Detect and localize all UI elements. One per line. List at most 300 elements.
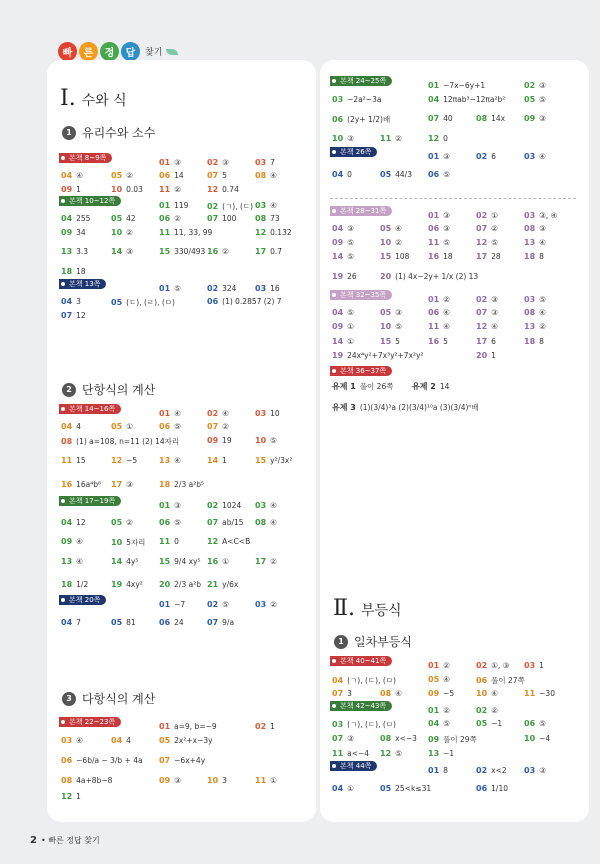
section-title: 단항식의 계산 (82, 383, 156, 397)
answer-text: 42 (126, 214, 136, 223)
header-subtitle: 찾기 (145, 48, 163, 58)
question-number: 06 (159, 422, 171, 431)
answer-text: 8 (443, 766, 448, 775)
answer-item (159, 618, 184, 627)
answer-item (61, 776, 112, 785)
answer-text: −1 (443, 749, 455, 758)
question-number: 15 (380, 337, 392, 346)
answer-text: 26 (347, 272, 357, 281)
answer-text: ③ (126, 480, 133, 489)
answer-text: 14 (439, 382, 450, 391)
section-heading (334, 633, 412, 650)
answer-text: 7 (76, 618, 81, 627)
question-number: 05 (476, 719, 488, 728)
answer-text: 108 (395, 252, 410, 261)
answer-item (524, 734, 550, 743)
question-number: 02 (207, 600, 219, 609)
answer-item (428, 170, 450, 179)
question-number: 05 (159, 736, 171, 745)
answer-text: ① (222, 557, 229, 566)
answer-text: ① (347, 784, 354, 793)
answer-item (159, 557, 200, 566)
answer-text: 24x⁴y²+7x³y²+7x²y² (347, 351, 424, 360)
question-number: 04 (111, 736, 123, 745)
page-tag: 본책 32~35쪽 (330, 290, 392, 300)
question-number: 10 (111, 228, 123, 237)
answer-text: ② (443, 295, 450, 304)
question-number: 01 (159, 284, 171, 293)
answer-text: ② (174, 214, 181, 223)
answer-item (111, 537, 145, 548)
answer-text: −6b/a − 3/b + 4a (76, 756, 143, 765)
answer-text: 15 (76, 456, 86, 465)
header-char-4: 답 (121, 42, 140, 61)
question-number: 05 (111, 618, 123, 627)
question-number: 05 (380, 784, 392, 793)
page-tag: 본책 22~23쪽 (59, 717, 121, 727)
answer-text: −1 (491, 719, 503, 728)
question-number: 07 (207, 214, 219, 223)
question-number: 01 (159, 158, 171, 167)
question-number: 01 (159, 409, 171, 418)
question-number: 12 (207, 185, 219, 194)
answer-item (61, 456, 86, 465)
question-number: 17 (255, 247, 267, 256)
question-number: 11 (159, 537, 171, 546)
question-number: 03 (255, 284, 267, 293)
question-number: 10 (332, 134, 344, 143)
page-tag: 본책 10~12쪽 (59, 196, 121, 206)
question-number: 04 (61, 214, 73, 223)
answer-text: ② (539, 322, 546, 331)
question-number: 01 (159, 600, 171, 609)
divider (330, 198, 576, 199)
question-number: 02 (207, 284, 219, 293)
question-number: 04 (61, 297, 73, 306)
question-number: 09 (207, 436, 219, 445)
answer-text: 1 (491, 351, 496, 360)
question-number: 12 (428, 134, 440, 143)
answer-item (159, 409, 181, 418)
question-number: 15 (159, 247, 171, 256)
answer-item (524, 689, 555, 698)
answer-item (332, 734, 354, 743)
answer-item (332, 337, 354, 346)
question-number: 12 (380, 749, 392, 758)
answer-text: ⑤ (539, 719, 546, 728)
answer-item (476, 114, 505, 123)
answer-item (412, 381, 449, 392)
question-number: 09 (61, 537, 73, 546)
answer-item (61, 480, 101, 489)
answer-text: 0.7̇ (270, 247, 283, 256)
answer-item (476, 661, 509, 670)
question-number: 04 (332, 170, 344, 179)
answer-item (255, 201, 277, 210)
answer-text: 330/493 (174, 247, 206, 256)
answer-item (524, 238, 546, 247)
answer-text: ③ (347, 134, 354, 143)
answer-item (61, 580, 88, 589)
answer-text: 18 (76, 267, 86, 276)
answer-item (332, 675, 396, 686)
answer-item (159, 501, 181, 510)
answer-text: 1 (270, 722, 275, 731)
answer-item (428, 114, 453, 123)
chapter-number: Ⅰ. (60, 86, 76, 111)
answer-text: ④ (174, 456, 181, 465)
answer-text: ② (174, 185, 181, 194)
question-number: 12 (207, 537, 219, 546)
answer-item (159, 422, 181, 431)
answer-item (207, 537, 250, 546)
answer-item (428, 734, 477, 745)
answer-item (159, 456, 181, 465)
answer-item (476, 238, 498, 247)
answer-text: 1/10 (491, 784, 508, 793)
answer-text: −30 (539, 689, 555, 698)
answer-item (159, 736, 213, 745)
question-number: 03 (255, 501, 267, 510)
question-number: 11 (61, 456, 73, 465)
question-number: 03 (61, 736, 73, 745)
answer-item (61, 185, 81, 194)
answer-item (207, 580, 238, 589)
question-number: 01 (428, 211, 440, 220)
answer-text: ⑤ (539, 95, 546, 104)
answer-item (380, 337, 400, 346)
answer-item (524, 661, 544, 670)
answer-text: ④ (539, 152, 546, 161)
answer-item (207, 501, 241, 510)
answer-text: ⑤ (443, 719, 450, 728)
question-number: 14 (332, 337, 344, 346)
answer-text: 0 (347, 170, 352, 179)
answer-text: ④ (491, 322, 498, 331)
question-number: 02 (476, 295, 488, 304)
answer-text: 25<k≤31 (395, 784, 432, 793)
answer-text: 6 (491, 152, 496, 161)
answer-text: ④ (539, 238, 546, 247)
answer-text: 3 (76, 297, 81, 306)
answer-text: ② (126, 171, 133, 180)
question-number: 11 (524, 689, 536, 698)
answer-item (332, 114, 390, 125)
answer-item (476, 719, 502, 728)
answer-text: ② (270, 557, 277, 566)
answer-item (159, 722, 217, 731)
question-number: 11 (428, 322, 440, 331)
answer-text: ④ (443, 322, 450, 331)
question-number: 04 (428, 719, 440, 728)
answer-item (61, 557, 83, 566)
answer-item (207, 456, 227, 465)
question-number: 04 (61, 518, 73, 527)
answer-item (61, 792, 81, 801)
answer-text: ④ (395, 689, 402, 698)
answer-item (524, 766, 546, 775)
answer-item (380, 252, 409, 261)
question-number: 04 (332, 308, 344, 317)
answer-text: 324 (222, 284, 237, 293)
answer-text: 5 (395, 337, 400, 346)
answer-item (61, 436, 179, 447)
answer-text: 3.3̇ (76, 247, 89, 256)
question-number: 06 (332, 115, 344, 124)
answer-item (61, 214, 90, 223)
section-title: 일차부등식 (354, 635, 412, 649)
answer-item (159, 518, 181, 527)
question-number: 02 (476, 152, 488, 161)
answer-item (111, 422, 133, 431)
answer-text: −2a²−3a (347, 95, 382, 104)
answer-text: 0.13̇2̇ (270, 228, 292, 237)
answer-item (111, 171, 133, 180)
answer-item (380, 784, 431, 793)
footer (30, 835, 100, 846)
answer-text: ② (126, 228, 133, 237)
answer-text: 8 (539, 337, 544, 346)
answer-text: ④ (270, 171, 277, 180)
question-number: 06 (428, 308, 440, 317)
answer-text: 14x (491, 114, 506, 123)
question-number: 03 (255, 158, 267, 167)
page-tag: 본책 14~16쪽 (59, 404, 121, 414)
answer-text: ② (491, 706, 498, 715)
answer-text: ⑤ (347, 252, 354, 261)
section-title: 유리수와 소수 (82, 126, 156, 140)
question-number: 09 (524, 114, 536, 123)
answer-item (428, 766, 448, 775)
answer-text: ③ (222, 158, 229, 167)
answer-text: 2/3 a²b⁵ (174, 480, 204, 489)
answer-item (255, 436, 277, 445)
answer-text: ② (126, 518, 133, 527)
answer-item (255, 456, 292, 465)
answer-text: a=9, b=−9 (174, 722, 217, 731)
answer-item (332, 134, 354, 143)
question-number: 16 (428, 337, 440, 346)
answer-text: ② (491, 224, 498, 233)
question-number: 06 (524, 719, 536, 728)
answer-item (428, 95, 505, 104)
question-number: 18 (524, 252, 536, 261)
answer-text: 12 (76, 518, 86, 527)
answer-item (476, 308, 498, 317)
answer-text: ② (395, 238, 402, 247)
question-number: 02 (207, 158, 219, 167)
question-number: 05 (380, 308, 392, 317)
answer-text: −6x+4y (174, 756, 206, 765)
answer-text: ⑤ (443, 238, 450, 247)
answer-item (476, 675, 525, 686)
answer-item (428, 81, 485, 90)
answer-item (524, 322, 546, 331)
answer-item (476, 295, 498, 304)
answer-item (255, 409, 280, 418)
question-number: 17 (255, 557, 267, 566)
answer-item (428, 224, 450, 233)
answer-text: ② (443, 661, 450, 670)
question-number: 08 (255, 214, 267, 223)
answer-item (428, 661, 450, 670)
answer-text: 100 (222, 214, 237, 223)
answer-text: 40 (443, 114, 453, 123)
answer-text: ③ (539, 81, 546, 90)
answer-item (524, 308, 546, 317)
answer-item (111, 480, 133, 489)
page-tag: 본책 24~25쪽 (330, 76, 392, 86)
question-number: 06 (61, 756, 73, 765)
question-number: 07 (332, 689, 344, 698)
answer-text: a<−4 (347, 749, 370, 758)
answer-item (428, 295, 450, 304)
question-number: 05 (428, 675, 440, 684)
answer-text: 34 (76, 228, 86, 237)
answer-item (111, 185, 143, 194)
answer-text: (ㄱ), (ㄷ), (ㅁ) (347, 720, 396, 729)
chapter-2-title (333, 596, 402, 621)
question-number: 15 (380, 252, 392, 261)
question-number: 10 (111, 538, 123, 547)
question-number: 18 (159, 480, 171, 489)
question-number: 02 (207, 409, 219, 418)
answer-text: 1 (76, 792, 81, 801)
section-number: 1 (334, 635, 348, 649)
answer-text: (1)(3/4)³a (2)(3/4)¹⁰a (3)(3/4)ⁿ배 (359, 403, 479, 412)
answer-item (476, 152, 496, 161)
question-number: 유제 3 (332, 403, 356, 412)
chapter-number: Ⅱ. (333, 596, 355, 621)
question-number: 12 (61, 792, 73, 801)
answer-text: 73 (270, 214, 280, 223)
answer-text: 119 (174, 201, 189, 210)
answer-item (159, 228, 212, 237)
answer-item (159, 214, 181, 223)
answer-item (476, 337, 496, 346)
question-number: 09 (428, 689, 440, 698)
answer-text: 1/2 (76, 580, 89, 589)
question-number: 10 (111, 185, 123, 194)
question-number: 02 (476, 706, 488, 715)
question-number: 16 (428, 252, 440, 261)
question-number: 13 (61, 247, 73, 256)
answer-text: ③ (395, 308, 402, 317)
answer-text: x<2 (491, 766, 507, 775)
question-number: 05 (111, 422, 123, 431)
question-number: 03 (524, 211, 536, 220)
answer-text: ④ (443, 308, 450, 317)
answer-item (380, 689, 402, 698)
question-number: 07 (207, 618, 219, 627)
question-number: 01 (428, 152, 440, 161)
answer-item (255, 557, 277, 566)
answer-item (159, 600, 185, 609)
answer-item (255, 600, 277, 609)
answer-item (428, 238, 450, 247)
answer-item (332, 95, 381, 104)
answer-text: 8 (539, 252, 544, 261)
answer-text: ⑤ (539, 295, 546, 304)
answer-text: ① (347, 337, 354, 346)
answer-text: ③ (174, 776, 181, 785)
answer-item (159, 480, 204, 489)
answer-item (207, 776, 227, 785)
answer-item (255, 501, 277, 510)
answer-text: 1 (539, 661, 544, 670)
answer-item (332, 224, 354, 233)
answer-text: 6 (491, 337, 496, 346)
answer-text: y/6x (222, 580, 239, 589)
answer-text: ⑤ (491, 238, 498, 247)
answer-text: ③, ④ (539, 211, 558, 220)
answer-text: 24 (174, 618, 184, 627)
answer-text: 1 (222, 456, 227, 465)
question-number: 01 (159, 722, 171, 731)
answer-item (380, 238, 402, 247)
question-number: 04 (61, 618, 73, 627)
answer-text: ④ (270, 501, 277, 510)
chapter-name: 부등식 (360, 603, 402, 619)
answer-text: ③ (174, 158, 181, 167)
question-number: 09 (159, 776, 171, 785)
question-number: 06 (207, 297, 219, 306)
answer-item (332, 402, 479, 413)
answer-text: ② (443, 706, 450, 715)
question-number: 05 (111, 518, 123, 527)
answer-text: ③ (126, 247, 133, 256)
answer-item (111, 736, 131, 745)
answer-text: 12 (76, 311, 86, 320)
question-number: 05 (111, 298, 123, 307)
answer-text: ④ (539, 308, 546, 317)
answer-item (255, 214, 280, 223)
question-number: 08 (380, 734, 392, 743)
answer-item (61, 297, 81, 306)
answer-item (524, 295, 546, 304)
answer-text: ③ (539, 224, 546, 233)
answer-item (428, 337, 448, 346)
answer-text: ① (347, 322, 354, 331)
answer-item (524, 252, 544, 261)
question-number: 07 (476, 224, 488, 233)
answer-item (255, 284, 280, 293)
answer-text: 0 (174, 537, 179, 546)
answer-text: 0.74̇ (222, 185, 239, 194)
answer-text: ③ (347, 734, 354, 743)
answer-item (61, 171, 83, 180)
answer-item (61, 228, 86, 237)
answer-text: ② (222, 247, 229, 256)
section-number: 3 (62, 692, 76, 706)
page-tag: 본책 13쪽 (59, 279, 106, 289)
answer-item (61, 756, 143, 765)
question-number: 03 (524, 661, 536, 670)
answer-text: ③ (347, 224, 354, 233)
answer-text: 255 (76, 214, 91, 223)
question-number: 08 (61, 437, 73, 446)
answer-text: 11, 33, 99 (174, 228, 213, 237)
answer-text: ③ (443, 152, 450, 161)
question-number: 12 (476, 322, 488, 331)
answer-text: 10 (270, 409, 280, 418)
answer-item (476, 706, 498, 715)
question-number: 07 (476, 308, 488, 317)
question-number: 08 (476, 114, 488, 123)
question-number: 01 (159, 501, 171, 510)
answer-item (207, 185, 239, 194)
header-char-2: 른 (79, 42, 98, 61)
